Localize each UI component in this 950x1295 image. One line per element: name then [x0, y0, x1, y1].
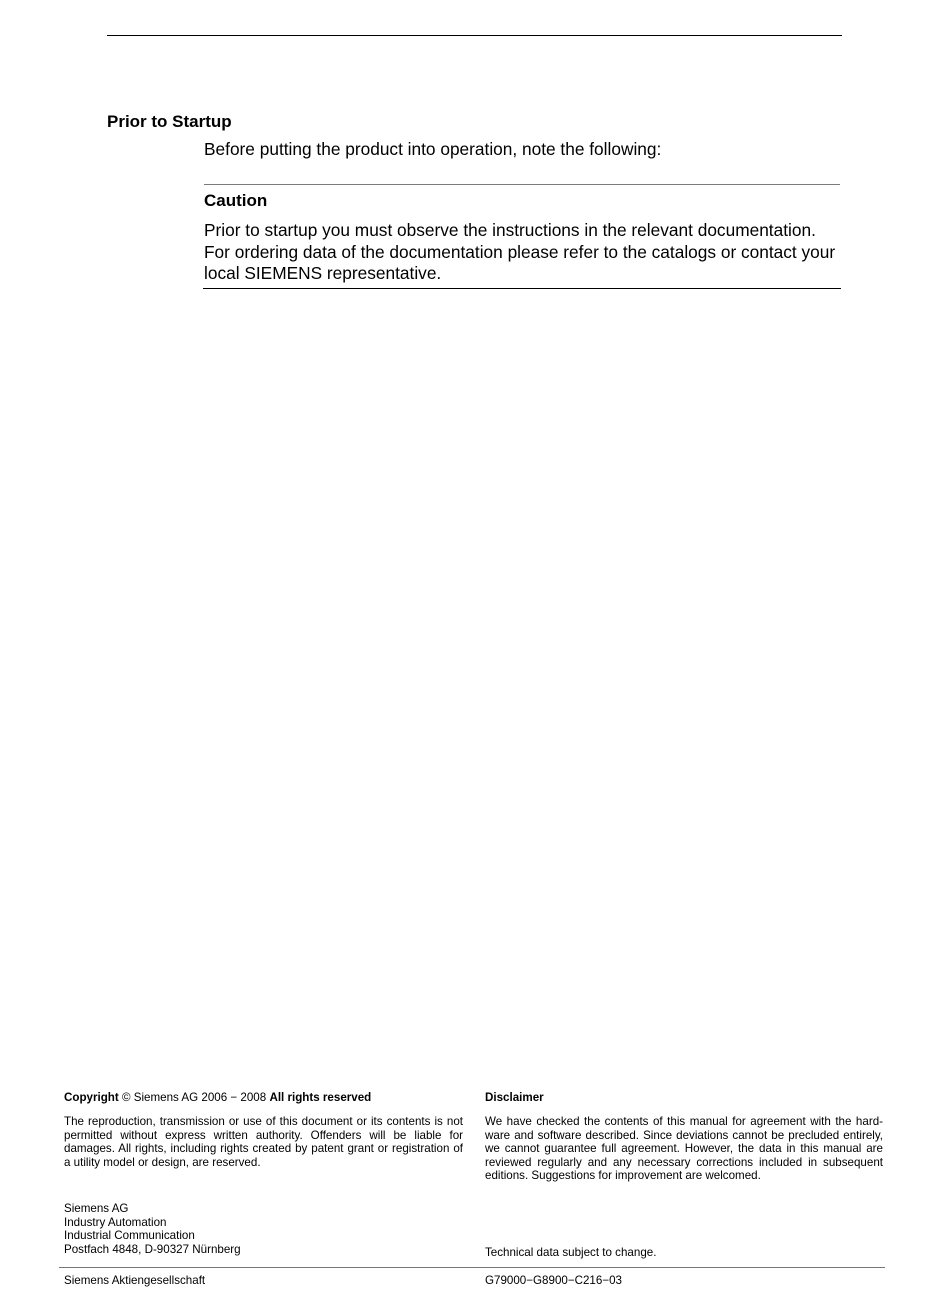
technical-data-note: Technical data subject to change. — [485, 1246, 657, 1259]
copyright-label: Copyright — [64, 1091, 119, 1104]
caution-bottom-rule — [203, 288, 841, 289]
caution-line: Prior to startup you must observe the instructions in the relevant documentation. — [204, 220, 816, 240]
caution-line: local SIEMENS representative. — [204, 263, 442, 284]
disclaimer-text-line: ware and software described. Since deviations cannot be precluded entirely, — [485, 1128, 883, 1142]
caution-top-rule — [204, 184, 840, 185]
rights-reserved: All rights reserved — [269, 1091, 372, 1104]
disclaimer-text-line: reviewed regularly and any necessary corrections included in subsequent — [485, 1155, 883, 1169]
copyright-holder: © Siemens AG 2006 − 2008 — [121, 1091, 267, 1104]
address-line: Industrial Communication — [64, 1229, 195, 1243]
copyright-text-line: The reproduction, transmission or use of this document or its contents is not — [64, 1115, 463, 1128]
company-address — [64, 1202, 241, 1256]
copyright-line — [64, 1091, 371, 1105]
disclaimer-text-line: we cannot guarantee full agreement. However, the data in this manual are — [485, 1142, 883, 1156]
caution-line: For ordering data of the documentation please refer to the catalogs or contact your — [204, 241, 836, 262]
footer-rule — [59, 1267, 885, 1268]
document-number: G79000−G8900−C216−03 — [485, 1274, 622, 1287]
disclaimer-title: Disclaimer — [485, 1091, 544, 1104]
header-rule — [107, 35, 842, 36]
address-line: Industry Automation — [64, 1215, 167, 1229]
address-line: Siemens AG — [64, 1202, 129, 1215]
disclaimer-text-line: We have checked the contents of this manual for agreement with the hard- — [485, 1115, 883, 1128]
copyright-text-line: a utility model or design, are reserved. — [64, 1155, 261, 1169]
caution-body — [204, 220, 844, 285]
copyright-text — [64, 1115, 463, 1169]
section-heading: Prior to Startup — [107, 112, 232, 131]
disclaimer-text — [485, 1115, 883, 1183]
copyright-text-line: damages. All rights, including rights created by patent grant or registration of — [64, 1142, 463, 1156]
caution-title: Caution — [204, 191, 268, 210]
company-name: Siemens Aktiengesellschaft — [64, 1274, 206, 1287]
address-line: Postfach 4848, D-90327 Nürnberg — [64, 1242, 241, 1256]
disclaimer-text-line: editions. Suggestions for improvement are welcomed. — [485, 1169, 761, 1183]
copyright-text-line: permitted without express written authority. Offenders will be liable for — [64, 1128, 463, 1142]
intro-text: Before putting the product into operation, note the following: — [204, 139, 662, 159]
